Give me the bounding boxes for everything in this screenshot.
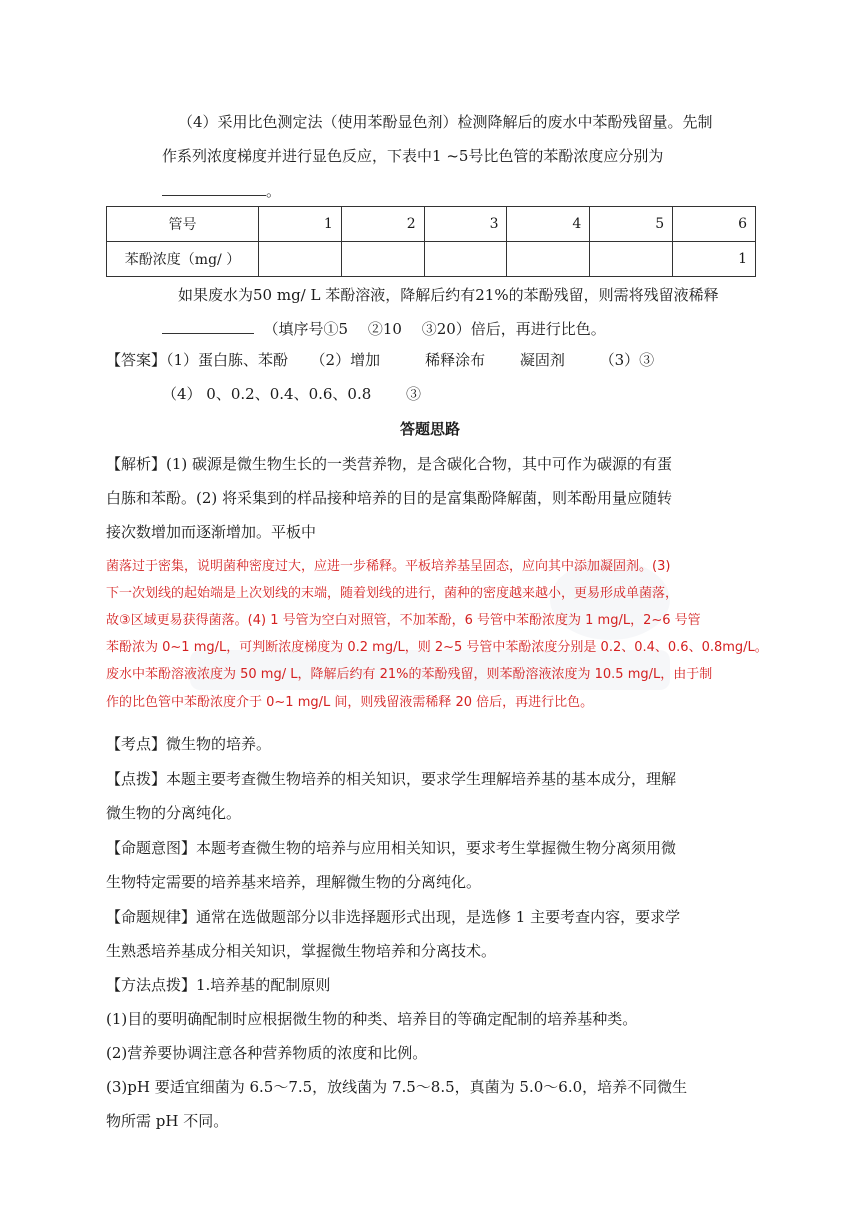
table-cell: 1: [673, 242, 756, 277]
table-cell: 6: [673, 207, 756, 242]
analysis-red-line-4: 苯酚浓为 0~1 mg/L，可判断浓度梯度为 0.2 mg/L，则 2~5 号管中苯酚浓度分别是 0.2、0.4、0.6、0.8mg/L。: [106, 640, 768, 655]
analysis-line-3: 接次数增加而逐渐增加。平板中: [106, 523, 317, 541]
table-row: [107, 242, 756, 277]
fangfa-title: 【方法点拨】1.培养基的配制原则: [106, 976, 331, 994]
section-heading: 答题思路: [399, 420, 460, 438]
answer-label: 【答案】: [106, 351, 167, 369]
table-cell: 5: [590, 207, 673, 242]
answer-line-1: [106, 350, 654, 370]
table-cell: [341, 242, 424, 277]
q4b-line-1: 如果废水为50 mg/ L 苯酚溶液，降解后约有21%的苯酚残留，则需将残留液稀释: [178, 286, 719, 304]
answer-blank: [162, 180, 266, 196]
fangfa-p2: (2)营养要协调注意各种营养物质的浓度和比例。: [106, 1044, 428, 1062]
table-cell: 4: [507, 207, 590, 242]
table-header-concentration: 苯酚浓度（mg/ ）: [107, 242, 259, 277]
analysis-red-line-1: 菌落过于密集，说明菌种密度过大，应进一步稀释。平板培养基呈固态，应向其中添加凝固剂。(3): [106, 559, 671, 574]
table-row: [107, 207, 756, 242]
fangfa-p1: (1)目的要明确配制时应根据微生物的种类、培养目的等确定配制的培养基种类。: [106, 1010, 638, 1028]
analysis-red-line-2: 下一次划线的起始端是上次划线的末端，随着划线的进行，菌种的密度越来越小，更易形成单菌落，: [106, 586, 679, 601]
table-cell: [259, 242, 342, 277]
answer-line-2: （4） 0、0.2、0.4、0.6、0.8 ③: [162, 385, 422, 403]
analysis-line-2: 白胨和苯酚。(2) 将采集到的样品接种培养的目的是富集酚降解菌，则苯酚用量应随转: [106, 489, 673, 507]
table-cell: 3: [424, 207, 507, 242]
table-cell: [424, 242, 507, 277]
analysis-red-line-5: 废水中苯酚溶液浓度为 50 mg/ L，降解后约有 21%的苯酚残留，则苯酚溶液浓度为 10.5 mg/L，由于制: [106, 667, 713, 682]
yitu-line-2: 生物特定需要的培养基来培养，理解微生物的分离纯化。: [106, 873, 482, 891]
dianbo-line-1: 【点拨】本题主要考查微生物培养的相关知识，要求学生理解培养基的基本成分，理解: [106, 770, 677, 788]
analysis-red-line-3: 故③区域更易获得菌落。(4) 1 号管为空白对照管，不加苯酚，6 号管中苯酚浓度为 1 mg/L，2~6 号管: [106, 613, 701, 628]
q4-line-1: （4）采用比色测定法（使用苯酚显色剂）检测降解后的废水中苯酚残留量。先制: [178, 113, 713, 131]
table-cell: [507, 242, 590, 277]
analysis-line-1: 【解析】(1) 碳源是微生物生长的一类营养物，是含碳化合物，其中可作为碳源的有蛋: [106, 455, 673, 473]
q4b-line-2: [162, 318, 606, 339]
kaodian-line: 【考点】微生物的培养。: [106, 735, 272, 753]
q4b-line-2-rest: （填序号①5 ②10 ③20）倍后，再进行比色。: [263, 320, 606, 338]
table-cell: 2: [341, 207, 424, 242]
fangfa-p3-line-2: 物所需 pH 不同。: [106, 1112, 229, 1130]
guilv-line-2: 生熟悉培养基成分相关知识，掌握微生物培养和分离技术。: [106, 942, 497, 960]
analysis-red-line-6: 作的比色管中苯酚浓度介于 0~1 mg/L 间，则残留液需稀释 20 倍后，再进行比色。: [106, 695, 594, 710]
dianbo-line-2: 微生物的分离纯化。: [106, 804, 242, 822]
answer-text-1: （1）蛋白胨、苯酚 （2）增加 稀释涂布 凝固剂 （3）③: [166, 351, 655, 369]
q4-line-3: [162, 180, 281, 201]
table-header-tube-number: 管号: [107, 207, 259, 242]
q4-line-2: 作系列浓度梯度并进行显色反应，下表中1 ~5号比色管的苯酚浓度应分别为: [162, 147, 664, 165]
yitu-line-1: 【命题意图】本题考查微生物的培养与应用相关知识，要求考生掌握微生物分离须用微: [106, 839, 677, 857]
guilv-line-1: 【命题规律】通常在选做题部分以非选择题形式出现，是选修 1 主要考查内容，要求学: [106, 908, 681, 926]
concentration-table: [106, 206, 756, 277]
table-cell: 1: [259, 207, 342, 242]
fangfa-p3-line-1: (3)pH 要适宜细菌为 6.5～7.5，放线菌为 7.5～8.5，真菌为 5.0～6.0，培养不同微生: [106, 1078, 688, 1096]
q4-line-3-end: 。: [266, 182, 282, 200]
table-cell: [590, 242, 673, 277]
answer-blank: [162, 318, 254, 334]
